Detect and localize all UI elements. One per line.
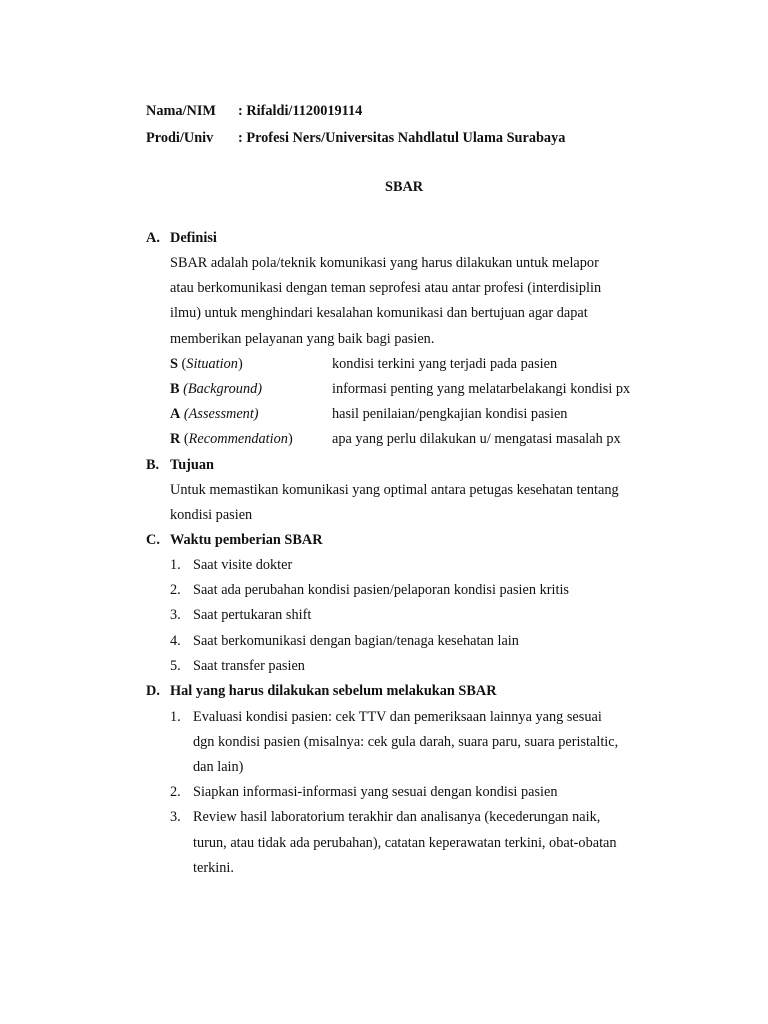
list-item-line: Review hasil laboratorium terakhir dan analisanya (kecederungan naik,	[193, 809, 601, 825]
sbar-term-r: R (Recommendation)	[170, 431, 293, 447]
section-b-paragraph-line: kondisi pasien	[170, 507, 253, 523]
list-number: 1.	[170, 557, 181, 573]
sbar-letter: A	[170, 406, 181, 422]
list-item: Saat ada perubahan kondisi pasien/pelaporan kondisi pasien kritis	[193, 582, 569, 598]
sbar-term: Assessment	[188, 406, 254, 422]
list-item-line: terkini.	[193, 860, 234, 876]
sbar-desc: kondisi terkini yang terjadi pada pasien	[332, 356, 558, 372]
list-number: 4.	[170, 633, 181, 649]
list-item-line: turun, atau tidak ada perubahan), catatan keperawatan terkini, obat-obatan	[193, 835, 617, 851]
section-d-letter: D.	[146, 683, 160, 699]
sbar-term: Recommendation	[188, 431, 288, 447]
sbar-term-b: B (Background)	[170, 381, 263, 397]
section-d-heading: Hal yang harus dilakukan sebelum melakukan SBAR	[170, 683, 497, 699]
sbar-desc: apa yang perlu dilakukan u/ mengatasi masalah px	[332, 431, 621, 447]
list-item-line: dgn kondisi pasien (misalnya: cek gula darah, suara paru, suara peristaltic,	[193, 734, 619, 750]
sbar-letter: B	[170, 381, 180, 397]
sbar-term-s: S (Situation)	[170, 356, 243, 372]
list-item: Saat pertukaran shift	[193, 607, 312, 623]
name-label: Nama/NIM	[146, 103, 216, 119]
section-c-letter: C.	[146, 532, 160, 548]
section-a-paragraph-line: ilmu) untuk menghindari kesalahan komunikasi dan bertujuan agar dapat	[170, 305, 588, 321]
list-item-line: Siapkan informasi-informasi yang sesuai dengan kondisi pasien	[193, 784, 558, 800]
sbar-term-a: A (Assessment)	[170, 406, 259, 422]
name-value: : Rifaldi/1120019114	[238, 103, 363, 119]
sbar-term: Background	[187, 381, 258, 397]
prodi-value: : Profesi Ners/Universitas Nahdlatul Ulama Surabaya	[238, 130, 566, 146]
list-item: Saat transfer pasien	[193, 658, 305, 674]
section-b-paragraph-line: Untuk memastikan komunikasi yang optimal antara petugas kesehatan tentang	[170, 482, 619, 498]
prodi-label: Prodi/Univ	[146, 130, 214, 146]
sbar-desc: informasi penting yang melatarbelakangi kondisi px	[332, 381, 631, 397]
list-number: 2.	[170, 582, 181, 598]
list-number: 3.	[170, 809, 181, 825]
section-b-letter: B.	[146, 457, 160, 473]
sbar-letter: R	[170, 431, 181, 447]
section-a-paragraph-line: memberikan pelayanan yang baik bagi pasien.	[170, 331, 435, 347]
list-item: Saat visite dokter	[193, 557, 293, 573]
list-item-line: dan lain)	[193, 759, 244, 775]
list-number: 2.	[170, 784, 181, 800]
list-number: 5.	[170, 658, 181, 674]
section-a-heading: Definisi	[170, 230, 217, 246]
section-a-letter: A.	[146, 230, 160, 246]
sbar-letter: S	[170, 356, 178, 372]
list-item: Saat berkomunikasi dengan bagian/tenaga kesehatan lain	[193, 633, 519, 649]
list-number: 1.	[170, 709, 181, 725]
section-b-heading: Tujuan	[170, 457, 214, 473]
list-item-line: Evaluasi kondisi pasien: cek TTV dan pemeriksaan lainnya yang sesuai	[193, 709, 602, 725]
section-c-heading: Waktu pemberian SBAR	[170, 532, 323, 548]
section-a-paragraph-line: SBAR adalah pola/teknik komunikasi yang harus dilakukan untuk melapor	[170, 255, 599, 271]
sbar-term: Situation	[186, 356, 238, 372]
sbar-desc: hasil penilaian/pengkajian kondisi pasien	[332, 406, 568, 422]
document-title: SBAR	[385, 179, 424, 195]
list-number: 3.	[170, 607, 181, 623]
section-a-paragraph-line: atau berkomunikasi dengan teman seprofesi atau antar profesi (interdisiplin	[170, 280, 602, 296]
